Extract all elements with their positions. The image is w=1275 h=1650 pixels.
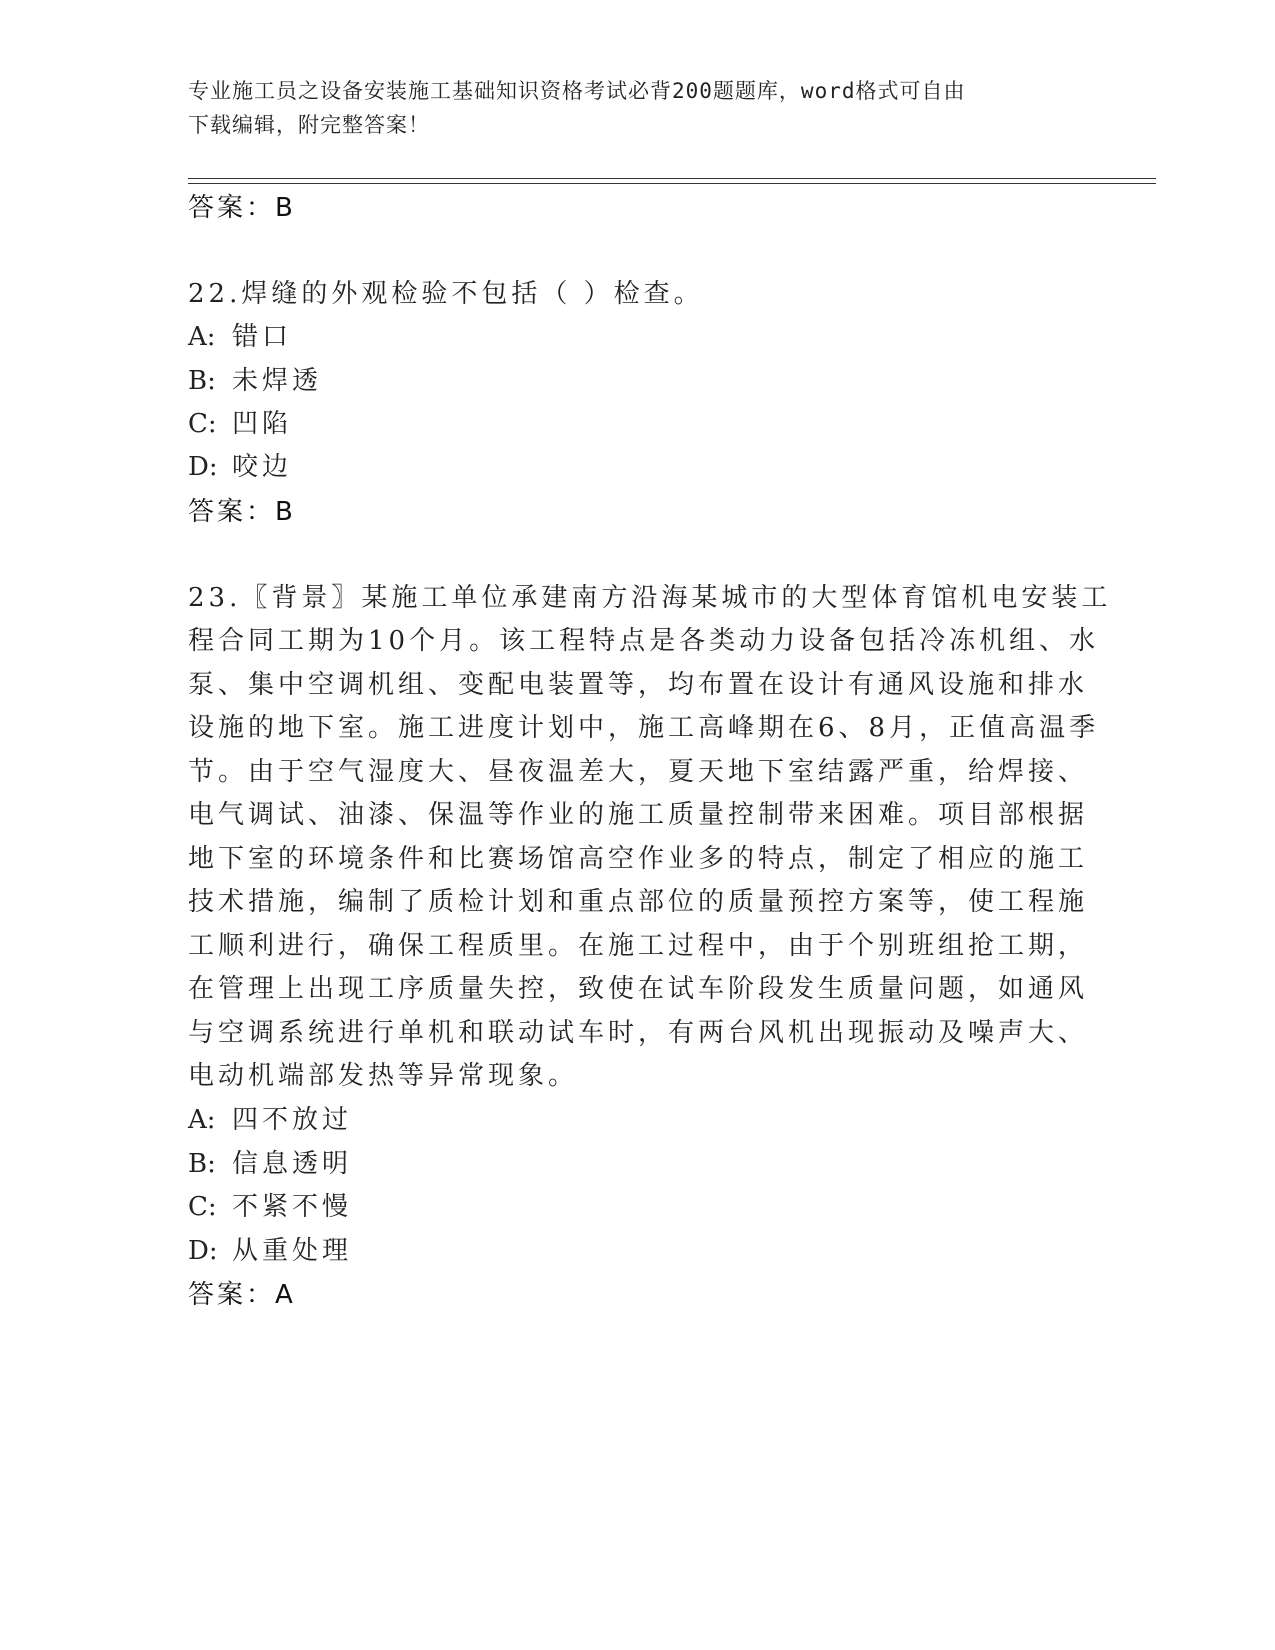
- q23-line-2: 程合同工期为10个月。该工程特点是各类动力设备包括冷冻机组、水: [188, 626, 1100, 656]
- q22-option-a: [188, 320, 292, 354]
- q23-line-1: 23.〖背景〗某施工单位承建南方沿海某城市的大型体育馆机电安装工: [188, 583, 1112, 613]
- question-22-text: 22.焊缝的外观检验不包括（ ）检查。: [188, 279, 704, 309]
- q22-option-c: [188, 407, 292, 441]
- previous-answer: 答案：B: [188, 193, 296, 223]
- option-text: 从重处理: [232, 1236, 353, 1266]
- q23-line-6: 电气调试、油漆、保温等作业的施工质量控制带来困难。项目部根据: [188, 800, 1089, 830]
- option-key: C:: [188, 1192, 217, 1222]
- q23-line-9: 工顺利进行，确保工程质里。在施工过程中，由于个别班组抢工期，: [188, 931, 1089, 961]
- q23-line-4: 设施的地下室。施工进度计划中，施工高峰期在6、8月，正值高温季: [188, 713, 1100, 743]
- option-text: 未焊透: [232, 366, 323, 396]
- option-key: A:: [188, 1105, 216, 1135]
- option-key: D:: [188, 1236, 218, 1266]
- option-text: 四不放过: [232, 1105, 353, 1135]
- header-line-2: 下载编辑，附完整答案！: [188, 113, 430, 137]
- header-rule-bottom: [188, 183, 1156, 184]
- q22-answer: 答案：B: [188, 497, 296, 527]
- q23-line-7: 地下室的环境条件和比赛场馆高空作业多的特点，制定了相应的施工: [188, 844, 1089, 874]
- q23-line-12: 电动机端部发热等异常现象。: [188, 1061, 579, 1091]
- option-text: 错口: [232, 322, 293, 352]
- q23-line-8: 技术措施，编制了质检计划和重点部位的质量预控方案等，使工程施: [188, 887, 1089, 917]
- option-text: 信息透明: [232, 1149, 353, 1179]
- option-text: 凹陷: [232, 409, 293, 439]
- option-key: C:: [188, 409, 217, 439]
- q22-option-b: [188, 364, 322, 398]
- q23-line-3: 泵、集中空调机组、变配电装置等，均布置在设计有通风设施和排水: [188, 670, 1089, 700]
- q23-line-11: 与空调系统进行单机和联动试车时，有两台风机出现振动及噪声大、: [188, 1018, 1089, 1048]
- q23-option-d: [188, 1234, 352, 1268]
- q22-option-d: [188, 450, 292, 484]
- q23-option-a: [188, 1103, 352, 1137]
- q23-line-10: 在管理上出现工序质量失控，致使在试车阶段发生质量问题，如通风: [188, 974, 1089, 1004]
- option-key: B:: [188, 366, 216, 396]
- option-text: 咬边: [232, 452, 293, 482]
- q23-answer: 答案：A: [188, 1280, 296, 1310]
- option-key: D:: [188, 452, 218, 482]
- q23-option-c: [188, 1190, 352, 1224]
- header-line-1: 专业施工员之设备安装施工基础知识资格考试必背200题题库，word格式可自由: [188, 79, 966, 103]
- option-text: 不紧不慢: [232, 1192, 353, 1222]
- option-key: A:: [188, 322, 216, 352]
- document-header: [188, 74, 1088, 142]
- header-rule-top: [188, 178, 1156, 179]
- q23-line-5: 节。由于空气湿度大、昼夜温差大，夏天地下室结露严重，给焊接、: [188, 757, 1089, 787]
- q23-option-b: [188, 1147, 352, 1181]
- option-key: B:: [188, 1149, 216, 1179]
